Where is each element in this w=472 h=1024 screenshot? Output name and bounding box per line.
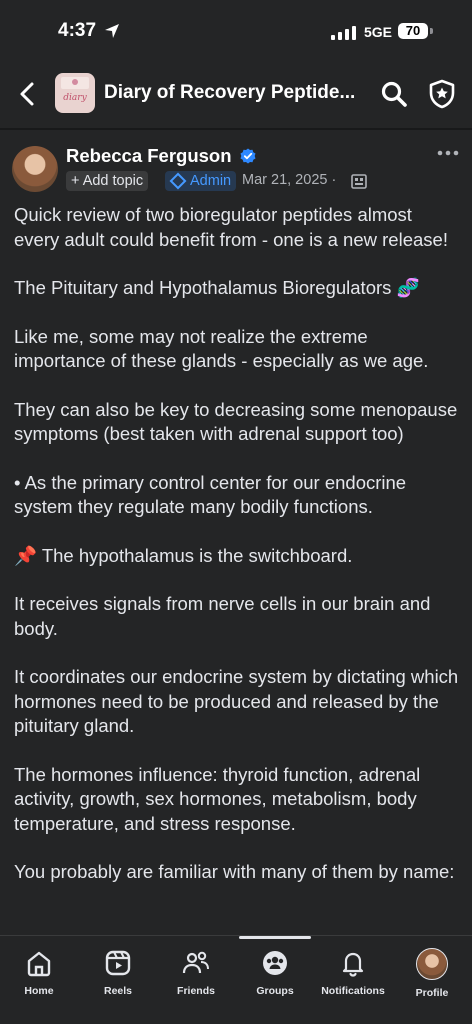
shield-star-icon[interactable] — [428, 78, 456, 110]
location-arrow-icon — [104, 23, 120, 39]
search-icon[interactable] — [380, 80, 408, 108]
status-time: 4:37 — [58, 20, 97, 41]
tab-label: Groups — [256, 985, 294, 997]
add-topic-button[interactable]: + Add topic — [66, 171, 148, 191]
active-tab-indicator — [239, 936, 311, 939]
admin-badge-label: Admin — [190, 173, 232, 189]
bell-icon — [338, 948, 368, 978]
post-paragraph: It coordinates our endocrine system by dictating which hormones need to be produced and released by the pituitary gland. — [14, 666, 459, 736]
author-avatar[interactable] — [12, 146, 58, 192]
more-options-icon[interactable] — [436, 146, 460, 160]
tab-label: Reels — [103, 985, 133, 997]
post-paragraph: It receives signals from nerve cells in our brain and body. — [14, 593, 431, 639]
tab-notifications[interactable] — [313, 948, 393, 997]
battery-indicator: 70 — [398, 23, 428, 39]
group-title[interactable]: Diary of Recovery Peptide... — [104, 82, 356, 103]
bottom-tab-bar — [0, 935, 472, 1024]
post-paragraph: You probably are familiar with many of them by name: — [14, 861, 455, 882]
post-date[interactable]: Mar 21, 2025 · — [242, 172, 337, 188]
admin-badge — [165, 171, 236, 191]
post-paragraph: Like me, some may not realize the extreme importance of these glands - especially as we age. — [14, 325, 429, 371]
home-icon — [24, 948, 54, 978]
group-thumbnail-text: diary — [63, 93, 87, 103]
post-text — [14, 203, 462, 933]
group-thumbnail[interactable] — [55, 73, 95, 113]
post-paragraph: The hormones influence: thyroid function, adrenal activity, growth, sex hormones, metabolism, body temperature, and stress response. — [14, 763, 421, 834]
tab-label: Notifications — [321, 985, 385, 997]
post-paragraph: Quick review of two bioregulator peptides almost every adult could benefit from - one is a new release! — [14, 204, 448, 250]
tab-groups[interactable] — [235, 948, 315, 997]
post-paragraph: The Pituitary and Hypothalamus Bioregulators 🧬 — [14, 277, 420, 298]
reels-icon — [103, 948, 133, 978]
profile-avatar — [416, 948, 448, 980]
network-type: 5GE — [364, 24, 393, 40]
admin-diamond-icon — [170, 172, 187, 189]
post-paragraph: They can also be key to decreasing some menopause symptoms (best taken with adrenal support too) — [14, 398, 458, 444]
back-icon[interactable] — [14, 78, 42, 110]
battery-tip — [430, 28, 433, 34]
author-name[interactable]: Rebecca Ferguson — [66, 145, 232, 166]
tab-label: Home — [24, 985, 54, 997]
album-icon — [351, 174, 367, 189]
tab-label: Profile — [415, 987, 449, 999]
tab-label: Friends — [177, 985, 215, 997]
post-paragraph: • As the primary control center for our endocrine system they regulate many bodily functions. — [14, 471, 407, 517]
tab-reels[interactable] — [78, 948, 158, 997]
tab-home[interactable] — [0, 948, 79, 997]
verified-badge-icon — [240, 148, 256, 164]
groups-icon — [260, 948, 290, 978]
post-paragraph: 📌 The hypothalamus is the switchboard. — [14, 544, 353, 566]
group-header — [0, 62, 472, 130]
tab-friends[interactable] — [156, 948, 236, 997]
friends-icon — [181, 948, 211, 978]
status-bar — [0, 0, 472, 62]
signal-bars-icon — [331, 26, 357, 40]
post-header — [0, 140, 472, 200]
tab-profile[interactable] — [392, 948, 472, 999]
